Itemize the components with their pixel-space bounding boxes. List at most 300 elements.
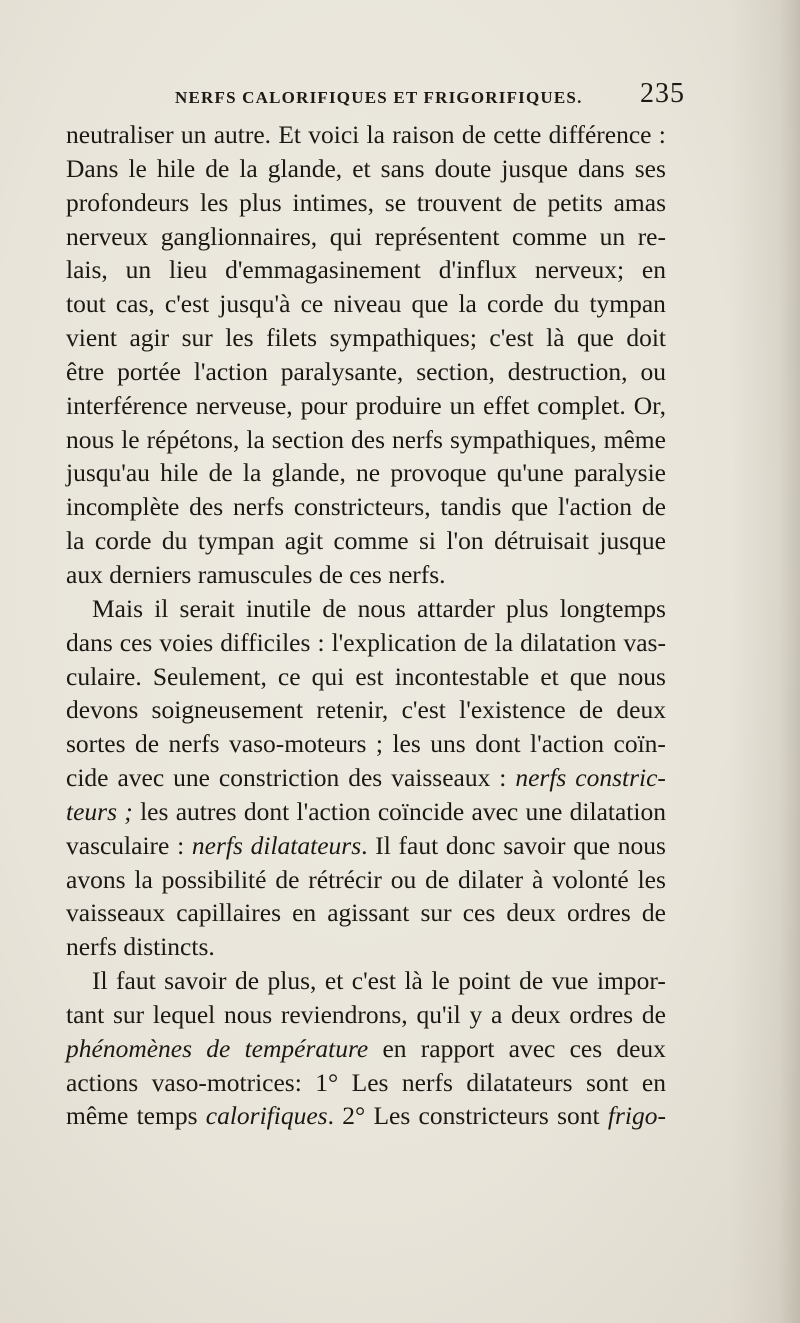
word: nerfs <box>233 492 285 522</box>
word: nerfs <box>515 763 567 793</box>
word: de <box>205 153 230 183</box>
word: en <box>641 1067 666 1097</box>
word: les <box>225 323 254 353</box>
word: temps <box>136 1101 198 1131</box>
word: la <box>494 627 514 657</box>
word: dilatation <box>520 627 617 657</box>
word: paralysie <box>573 458 666 488</box>
word: nerfs <box>392 424 443 454</box>
word: Il <box>375 830 391 860</box>
word: attarder <box>416 593 495 623</box>
word: même <box>66 1101 129 1131</box>
word: nerfs <box>191 830 243 860</box>
word: un <box>180 120 207 149</box>
word: section, <box>416 356 495 386</box>
text-line <box>66 253 666 287</box>
word: voies <box>159 627 214 657</box>
word: qu'une <box>496 458 564 488</box>
word: deux <box>506 898 556 928</box>
word: cette <box>493 120 542 149</box>
word: que <box>569 661 607 691</box>
word: glande, <box>271 458 346 488</box>
word: dans <box>66 627 113 657</box>
word: qui <box>311 661 345 691</box>
word: corde <box>94 526 152 556</box>
word: de <box>234 966 260 996</box>
word: effet <box>483 390 530 420</box>
word: vaisseaux <box>391 763 491 793</box>
word: deux <box>616 695 666 725</box>
word: que <box>577 323 614 353</box>
word: constriction <box>218 763 340 793</box>
running-title: NERFS CALORIFIQUES ET FRIGORIFIQUES. <box>175 88 583 107</box>
text-line <box>66 321 666 355</box>
word: être <box>66 356 105 386</box>
word: les <box>392 729 421 759</box>
word: ses <box>634 153 666 183</box>
word: c'est <box>401 695 446 725</box>
text-line <box>66 1032 666 1066</box>
word: deux <box>616 1033 666 1063</box>
word: nerveuse, <box>195 390 293 420</box>
word: : <box>317 627 325 657</box>
word: avec <box>508 1033 556 1063</box>
page-header <box>175 78 695 116</box>
word: constric- <box>575 763 666 793</box>
word: sans <box>380 153 425 183</box>
word: qui <box>329 221 363 251</box>
word: de <box>641 999 666 1029</box>
word: plus <box>506 593 549 623</box>
word: là <box>546 323 565 353</box>
text-line <box>66 626 666 660</box>
text-line <box>66 660 666 694</box>
word: avec <box>117 763 165 793</box>
word: sympathiques, <box>449 424 597 454</box>
word: à <box>532 864 544 894</box>
word: ganglionnaires, <box>160 221 318 251</box>
word: la <box>239 153 258 183</box>
word: nous <box>617 830 666 860</box>
word: aux <box>66 559 103 589</box>
word: les <box>200 187 229 217</box>
word: dans <box>577 153 625 183</box>
word: Mais <box>92 593 143 623</box>
word: des <box>351 424 385 454</box>
word: la <box>246 424 265 454</box>
word: y <box>469 999 483 1029</box>
word: Or, <box>633 390 666 420</box>
word: le <box>121 424 140 454</box>
word: la <box>66 526 85 556</box>
word: répétons, <box>146 424 240 454</box>
word: ramuscules <box>197 559 313 589</box>
word: ou <box>640 356 666 386</box>
word: jusqu'au <box>66 458 150 488</box>
word: la <box>366 120 385 149</box>
word: tympan <box>197 526 275 556</box>
word: les <box>140 796 169 826</box>
word: Il <box>92 966 108 996</box>
word: inutile <box>245 593 312 623</box>
word: pour <box>300 390 348 420</box>
word: vaso-motrices: <box>151 1067 302 1097</box>
word: dilatateurs <box>466 1067 573 1097</box>
word: raison <box>392 120 455 149</box>
word: l'action <box>557 492 632 522</box>
text-line <box>66 186 666 220</box>
text-line <box>66 829 666 863</box>
word: il <box>154 593 169 623</box>
word: nous <box>357 593 406 623</box>
word: impor- <box>596 966 666 996</box>
text-line <box>66 998 666 1032</box>
word: vue <box>551 966 589 996</box>
word: et <box>352 153 371 183</box>
text-line <box>66 930 666 964</box>
word: des <box>189 492 224 522</box>
word: nous <box>223 999 273 1029</box>
word: sympathiques; <box>329 323 477 353</box>
word: provoque <box>390 458 487 488</box>
text-line <box>66 727 666 761</box>
word: du <box>553 289 580 319</box>
word: de <box>208 458 233 488</box>
word: : <box>499 763 507 793</box>
word: dilatation <box>569 796 666 826</box>
word: paralysante, <box>280 356 404 386</box>
word: derniers <box>109 559 192 589</box>
word: niveau <box>333 289 402 319</box>
word: re- <box>637 221 666 251</box>
text-line <box>66 118 666 152</box>
word: soigneusement <box>151 695 304 725</box>
word: nerveux; <box>534 255 625 285</box>
word: frigo- <box>607 1101 666 1131</box>
word: nous <box>66 424 115 454</box>
word: de <box>318 559 343 589</box>
word: l'action <box>193 356 268 386</box>
word: glande, <box>267 153 343 183</box>
word: ordres <box>569 999 634 1029</box>
word: filets <box>266 323 318 353</box>
word: Seulement, <box>152 661 267 691</box>
word: nerfs <box>66 932 117 962</box>
word: du <box>161 526 188 556</box>
word: : <box>177 830 185 860</box>
word: 1° <box>315 1067 339 1097</box>
word: distincts. <box>123 932 215 962</box>
text-line <box>66 456 666 490</box>
word: l'on <box>446 526 484 556</box>
word: 2° <box>342 1101 366 1131</box>
word: nerfs <box>168 729 220 759</box>
word: donc <box>445 830 496 860</box>
word: agit <box>284 526 324 556</box>
text-line <box>66 389 666 423</box>
word: se <box>384 187 407 217</box>
word: sur <box>420 898 452 928</box>
word: l'action <box>296 796 371 826</box>
word: nerveux <box>66 221 149 251</box>
word: d'influx <box>438 255 517 285</box>
word: de <box>512 187 537 217</box>
word: une <box>173 763 210 793</box>
word: cas, <box>115 289 155 319</box>
word: sur <box>181 323 213 353</box>
word: corde <box>487 289 544 319</box>
word: trouvent <box>416 187 502 217</box>
text-line <box>66 896 666 930</box>
word: température <box>244 1033 369 1063</box>
word: si <box>418 526 436 556</box>
word: un <box>125 255 152 285</box>
word: longtemps <box>559 593 666 623</box>
word: phénomènes <box>66 1033 193 1063</box>
word: une <box>525 796 563 826</box>
word: faut <box>398 830 439 860</box>
word: et <box>540 661 559 691</box>
word: possibilité <box>161 864 267 894</box>
word: que <box>411 289 449 319</box>
word: interférence <box>66 390 188 420</box>
word: détruisait <box>494 526 589 556</box>
word: est <box>355 661 384 691</box>
word: c'est <box>489 323 534 353</box>
word: uns <box>430 729 466 759</box>
word: deux <box>511 999 561 1029</box>
word: lais, <box>66 255 108 285</box>
word: agissant <box>327 898 410 928</box>
word: de <box>579 695 604 725</box>
word: agir <box>129 323 170 353</box>
word: sortes <box>66 729 126 759</box>
word: sont <box>557 1101 600 1131</box>
text-line <box>66 693 666 727</box>
word: dont <box>243 796 290 826</box>
word: vaisseaux <box>66 898 166 928</box>
word: sur <box>113 999 145 1029</box>
word: incomplète <box>66 492 180 522</box>
word: reviendrons, <box>280 999 408 1029</box>
word: ce <box>277 661 301 691</box>
word: dilater <box>458 864 524 894</box>
word: jusqu'à <box>219 289 291 319</box>
word: ces <box>462 898 496 928</box>
word: Les <box>351 1067 389 1097</box>
word: Les <box>373 1101 411 1131</box>
word: tout <box>66 289 106 319</box>
word: devons <box>66 695 139 725</box>
word: faut <box>116 966 156 996</box>
word: vas- <box>623 627 666 657</box>
text-line <box>66 423 666 457</box>
word: profondeurs <box>66 187 190 217</box>
text-line <box>66 152 666 186</box>
word: actions <box>66 1067 139 1097</box>
word: neutraliser <box>66 120 174 149</box>
word: ces <box>349 559 382 589</box>
word: ; <box>124 796 133 826</box>
word: coïncide <box>377 796 465 826</box>
word: ne <box>356 458 381 488</box>
word: de <box>641 492 666 522</box>
word: savoir <box>503 830 566 860</box>
word: retenir, <box>316 695 389 725</box>
word: ces <box>569 1033 603 1063</box>
word: destruction, <box>507 356 628 386</box>
word: en <box>382 1033 407 1063</box>
word: l'action <box>530 729 605 759</box>
text-line <box>66 863 666 897</box>
word: vasculaire <box>66 830 170 860</box>
text-line <box>66 964 666 998</box>
word: c'est <box>164 289 210 319</box>
word: jusque <box>599 526 666 556</box>
word: de <box>641 898 666 928</box>
word: lieu <box>168 255 208 285</box>
word: hile <box>156 153 196 183</box>
word: le <box>431 966 450 996</box>
word: nous <box>617 661 666 691</box>
text-line <box>66 524 666 558</box>
word: de <box>425 864 450 894</box>
word: que <box>511 492 549 522</box>
word: doit <box>626 323 666 353</box>
word: petits <box>547 187 603 217</box>
word: incontestable <box>394 661 530 691</box>
word: culaire. <box>66 661 142 691</box>
word: le <box>128 153 147 183</box>
word: en <box>292 898 317 928</box>
word: volonté <box>552 864 629 894</box>
word: autre. <box>213 120 272 149</box>
word: dont <box>475 729 521 759</box>
word: en <box>641 255 666 285</box>
word: la <box>242 458 262 488</box>
word: Dans <box>66 153 119 183</box>
word: plus <box>239 187 282 217</box>
text-line <box>66 287 666 321</box>
word: l'explication <box>331 627 457 657</box>
word: même <box>603 424 666 454</box>
word: comme <box>333 526 409 556</box>
word: lequel <box>152 999 216 1029</box>
text-line <box>66 1099 666 1133</box>
word: savoir <box>164 966 227 996</box>
text-line <box>66 355 666 389</box>
word: ordres <box>567 898 631 928</box>
word: intimes, <box>292 187 374 217</box>
word: amas <box>613 187 666 217</box>
word: calorifiques. <box>205 1101 334 1131</box>
word: constricteurs, <box>293 492 431 522</box>
word: plus, <box>267 966 317 996</box>
text-line <box>66 761 666 795</box>
word: avons <box>66 864 126 894</box>
word: représentent <box>374 221 500 251</box>
word: constricteurs <box>418 1101 549 1131</box>
word: rétrécir <box>308 864 382 894</box>
word: dilatateurs. <box>250 830 368 860</box>
word: sont <box>585 1067 629 1097</box>
word: a <box>490 999 503 1029</box>
word: un <box>449 390 476 420</box>
word: ; <box>375 729 383 759</box>
word: nerfs. <box>388 559 446 589</box>
word: ce <box>300 289 324 319</box>
word: de <box>206 1033 231 1063</box>
word: tympan <box>589 289 666 319</box>
word: avec <box>471 796 519 826</box>
word: comme <box>512 221 588 251</box>
word: rapport <box>420 1033 495 1063</box>
word: teurs <box>66 796 117 826</box>
word: serait <box>179 593 235 623</box>
page-edge-shadow <box>730 0 800 1323</box>
word: tandis <box>440 492 502 522</box>
word: les <box>637 864 666 894</box>
word: de <box>134 729 160 759</box>
word: d'emmagasinement <box>225 255 421 285</box>
text-line <box>66 795 666 829</box>
word: l'existence <box>459 695 566 725</box>
word: c'est <box>351 966 396 996</box>
word: portée <box>117 356 181 386</box>
word: différence <box>548 120 652 149</box>
word: de <box>275 864 300 894</box>
word: autres <box>175 796 237 826</box>
word: ou <box>390 864 417 894</box>
word: : <box>658 120 666 149</box>
text-line <box>66 220 666 254</box>
word: capillaires <box>176 898 281 928</box>
text-line <box>66 558 666 592</box>
text-line <box>66 490 666 524</box>
word: doute <box>434 153 492 183</box>
word: complet. <box>537 390 626 420</box>
text-line <box>66 592 666 626</box>
word: de <box>463 627 488 657</box>
word: la <box>458 289 477 319</box>
word: de <box>461 120 486 149</box>
word: produire <box>355 390 442 420</box>
text-line <box>66 1066 666 1100</box>
word: ces <box>119 627 153 657</box>
word: un <box>599 221 626 251</box>
word: tant <box>66 999 105 1029</box>
word: et <box>324 966 344 996</box>
word: de <box>519 966 544 996</box>
body-text <box>66 118 666 1133</box>
word: difficiles <box>220 627 311 657</box>
word: jusque <box>501 153 568 183</box>
word: cide <box>66 763 109 793</box>
word: vient <box>66 323 117 353</box>
word: que <box>573 830 611 860</box>
word: nerfs <box>401 1067 453 1097</box>
word: vaso-moteurs <box>229 729 367 759</box>
word: des <box>348 763 383 793</box>
word: la <box>134 864 153 894</box>
page-number: 235 <box>640 78 685 109</box>
word: qu'il <box>416 999 461 1029</box>
word: voici <box>308 120 360 149</box>
word: de <box>322 593 347 623</box>
word: là <box>404 966 423 996</box>
word: Et <box>278 120 301 149</box>
word: section <box>271 424 344 454</box>
